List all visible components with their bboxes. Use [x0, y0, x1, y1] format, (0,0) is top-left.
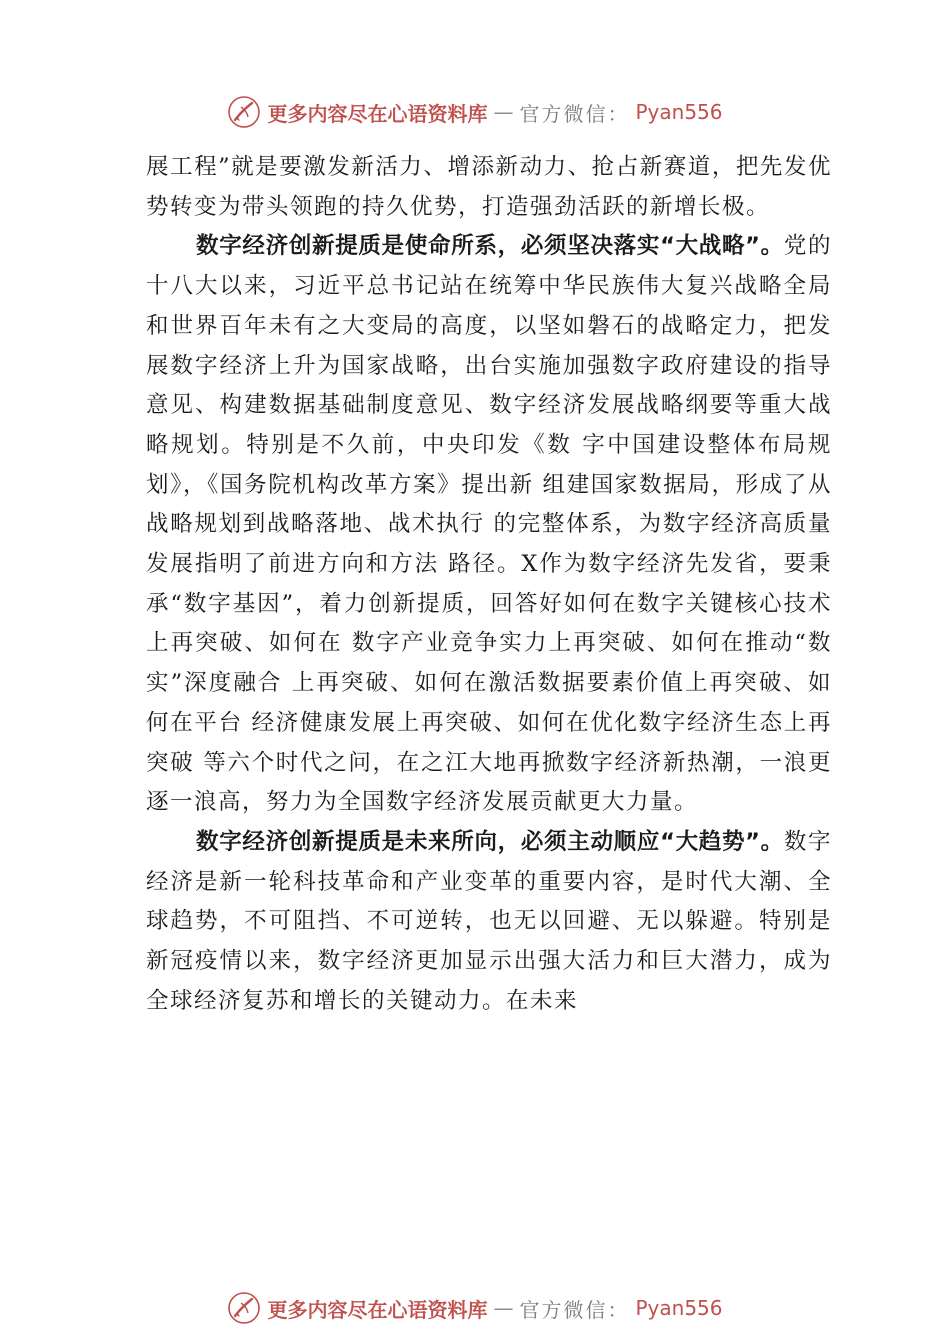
- paragraph-3-text: 数字经济是新一轮科技革命和产业变革的重要内容，是时代大潮、全球趋势，不可阻挡、不可逆转，也无以回避、无以躲避。特别是新冠疫情以来，数字经济更加显示出强大活力和巨大潜力，成为全球经济复苏和增长的关键动力。在未来: [146, 828, 832, 1014]
- watermark-wechat-id: Pyan556: [635, 1296, 723, 1320]
- watermark-separator: —: [493, 100, 514, 124]
- paragraph-3-lead: 数字经济创新提质是未来所向，必须主动顺应“大趋势”。: [196, 828, 784, 855]
- watermark-wechat-id: Pyan556: [635, 100, 723, 124]
- paragraph-2-lead: 数字经济创新提质是使命所系，必须坚决落实“大战略”。: [196, 233, 784, 260]
- document-body: [146, 148, 832, 1021]
- paragraph-3: [146, 823, 832, 1022]
- paragraph-2-text: 党的十八大以来，习近平总书记站在统筹中华民族伟大复兴战略全局和世界百年未有之大变局的高度，以坚如磐石的战略定力，把发展数字经济上升为国家战略，出台实施加强数字政府建设的指导意见、构建数据基础制度意见、数字经济发展战略纲要等重大战略规划。特别是不久前，中央印发《数 字中国建设整体布局规划》，《国务院机构改革方案》提出新 组建国家数据局，形成了从战略规划到战略落地、战术执行 的完整体系，为数字经济高质量发展指明了前进方向和方法 路径。X作为数字经济先发省，要秉承“数字基因”，着力创新提质，回答好如何在数字关键核心技术上再突破、如何在 数字产业竞争实力上再突破、如何在推动“数实”深度融合 上再突破、如何在激活数据要素价值上再突破、如何在平台 经济健康发展上再突破、如何在优化数字经济生态上再突破 等六个时代之问，在之江大地再掀数字经济新热潮，一浪更 逐一浪高，努力为全国数字经济发展贡献更大力量。: [146, 233, 832, 816]
- watermark-wechat-label: 官方微信：: [519, 101, 630, 126]
- paragraph-1: 展工程”就是要激发新活力、增添新动力、抢占新赛道，把先发优势转变为带头领跑的持久优势，打造强劲活跃的新增长极。: [146, 154, 832, 220]
- watermark-separator: —: [493, 1296, 514, 1320]
- watermark-brand: 更多内容尽在心语资料库: [267, 101, 488, 126]
- footer-watermark: [0, 1288, 950, 1328]
- brush-pen-logo-icon: [227, 95, 261, 129]
- paragraph-2: [146, 227, 832, 823]
- watermark-brand: 更多内容尽在心语资料库: [267, 1297, 488, 1322]
- brush-pen-logo-icon: [227, 1291, 261, 1325]
- watermark-wechat-label: 官方微信：: [519, 1297, 630, 1322]
- header-watermark: [0, 92, 950, 132]
